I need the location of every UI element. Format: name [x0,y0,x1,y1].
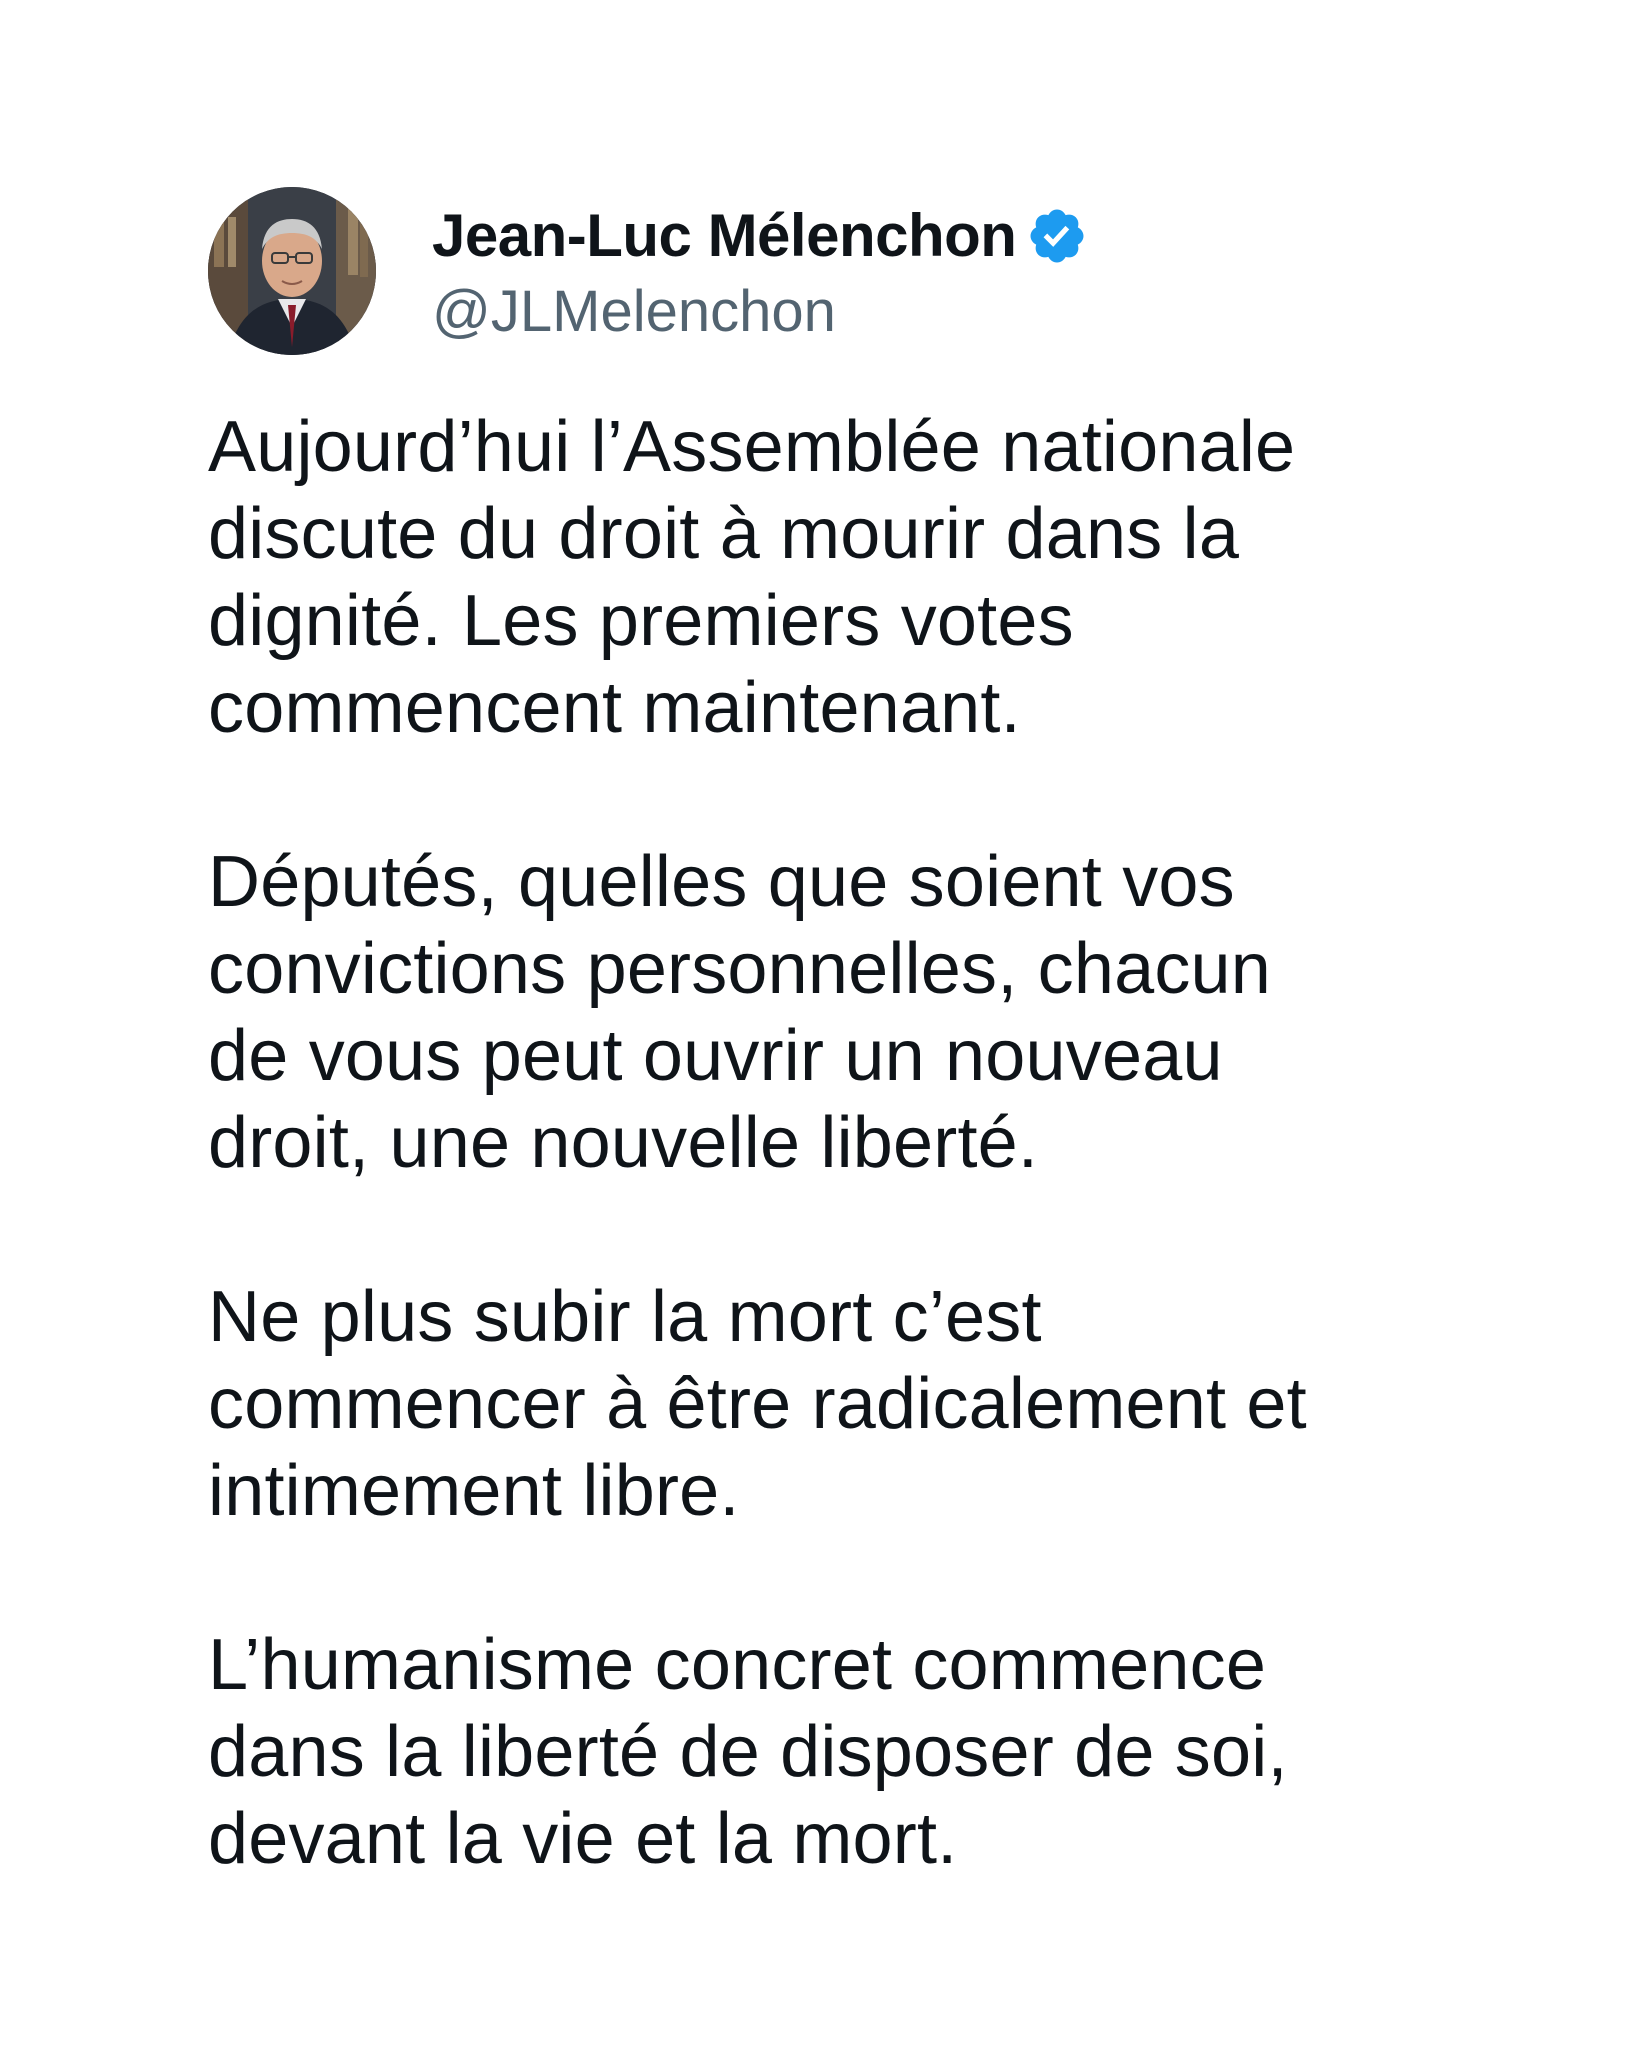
tweet-paragraph [208,404,1448,752]
author-display-name[interactable]: Jean-Luc Mélenchon [432,202,1017,269]
tweet-paragraph [208,839,1448,1187]
avatar-portrait-icon [208,187,376,355]
tweet-header [208,186,1448,356]
tweet-line: intimement libre. [208,1451,740,1531]
tweet-line: L’humanisme concret commence [208,1625,1267,1705]
tweet-line: droit, une nouvelle liberté. [208,1103,1039,1183]
tweet-line: discute du droit à mourir dans la [208,494,1240,574]
tweet-line: dans la liberté de disposer de soi, [208,1712,1288,1792]
tweet-paragraph [208,1274,1448,1535]
tweet-line: Députés, quelles que soient vos [208,842,1235,922]
tweet-text [208,404,1448,1883]
tweet-line: commencer à être radicalement et [208,1364,1307,1444]
tweet-paragraph [208,1622,1448,1883]
tweet-card [208,186,1448,1883]
author-handle[interactable]: @JLMelenchon [432,278,836,344]
author-name-row [432,198,1088,274]
tweet-line: commencent maintenant. [208,668,1021,748]
avatar[interactable] [208,187,376,355]
author-identity [432,198,1088,345]
tweet-line: convictions personnelles, chacun [208,929,1272,1009]
tweet-line: Aujourd’hui l’Assemblée nationale [208,407,1296,487]
tweet-line: devant la vie et la mort. [208,1799,958,1879]
verified-badge-icon [1026,205,1088,267]
tweet-line: de vous peut ouvrir un nouveau [208,1016,1223,1096]
tweet-line: Ne plus subir la mort c’est [208,1277,1042,1357]
tweet-line: dignité. Les premiers votes [208,581,1074,661]
